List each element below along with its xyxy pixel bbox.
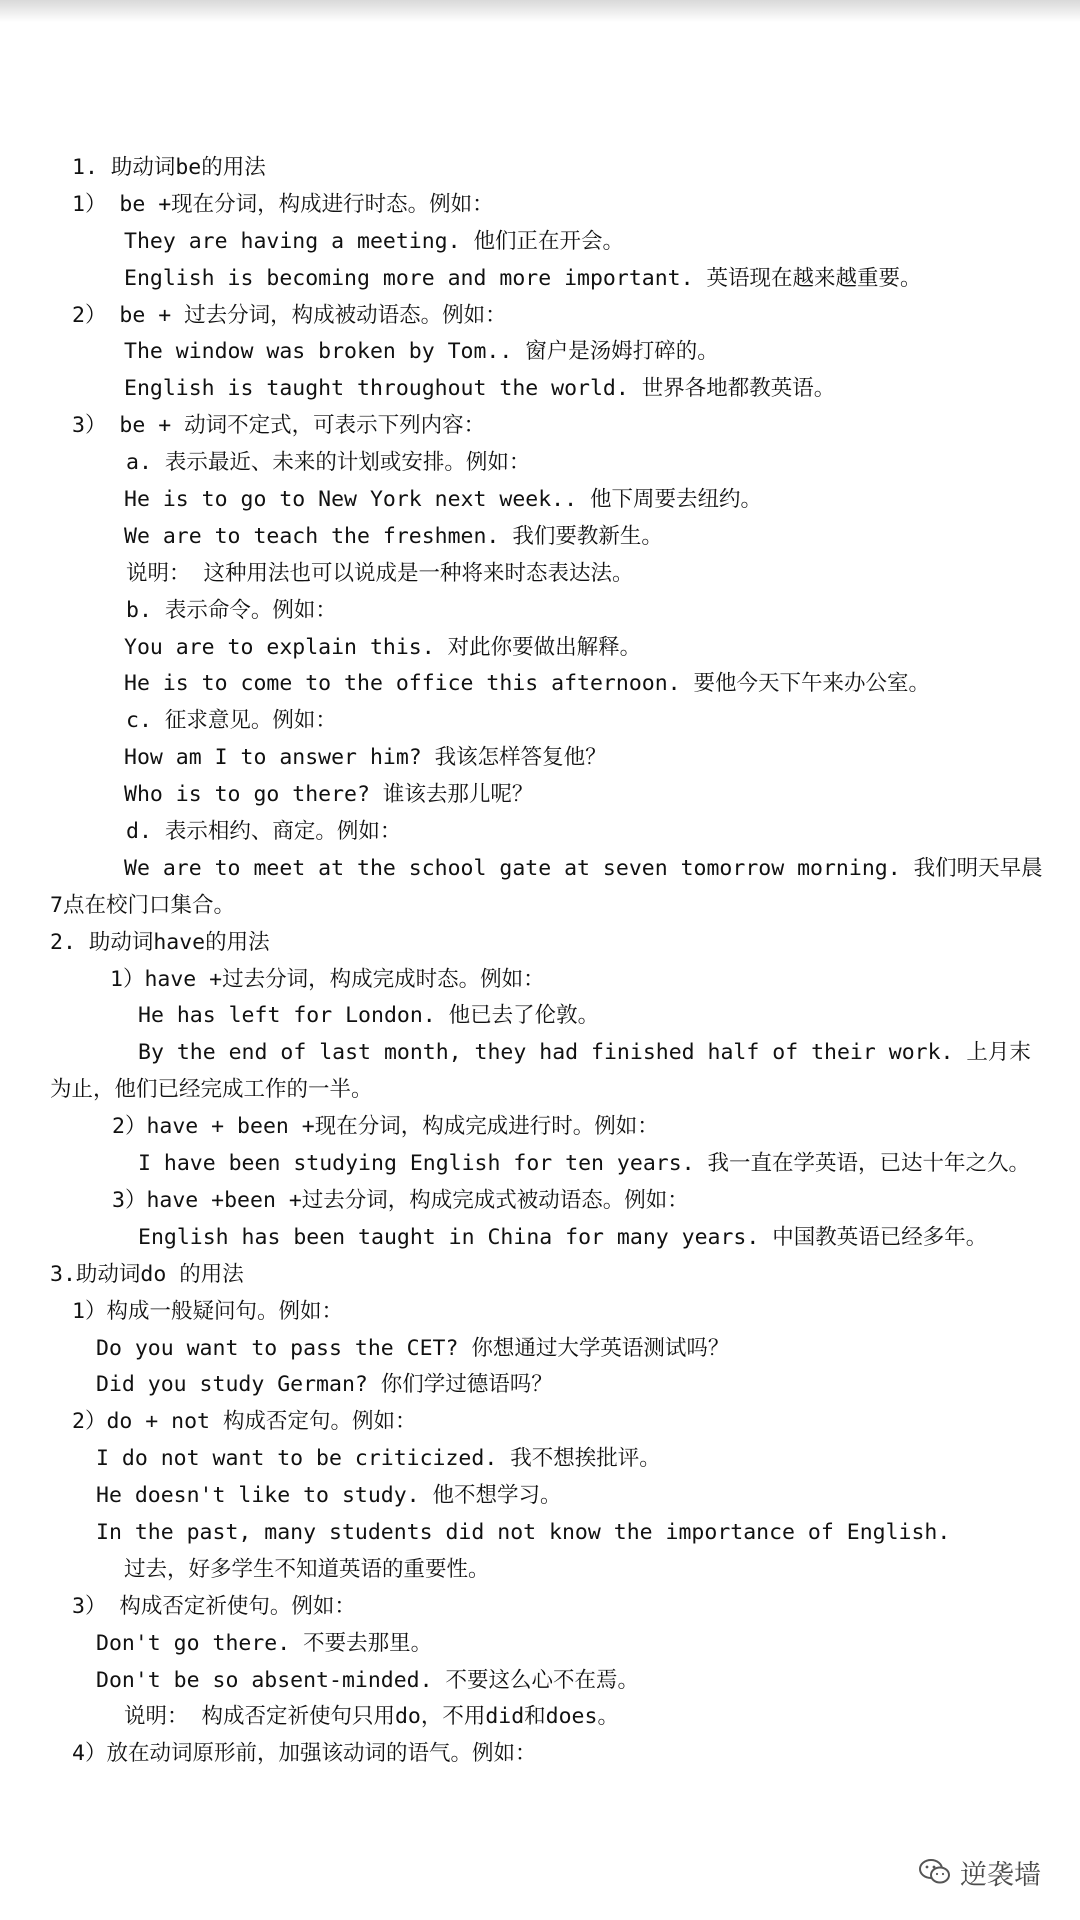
text-line: He is to come to the office this afternoon. 要他今天下午来办公室。 bbox=[124, 671, 931, 697]
text-line: He is to go to New York next week.. 他下周要去纽约。 bbox=[124, 487, 762, 513]
text-line: c. 征求意见。例如： bbox=[126, 708, 337, 734]
text-line: 1. 助动词be的用法 bbox=[72, 155, 266, 180]
page-top-shadow bbox=[0, 0, 1080, 22]
text-line: 过去，好多学生不知道英语的重要性。 bbox=[124, 1556, 490, 1582]
text-line: We are to meet at the school gate at seven tomorrow morning. 我们明天早晨 bbox=[124, 855, 1043, 881]
document-page bbox=[0, 150, 1080, 1773]
text-line: By the end of last month, they had finished half of their work. 上月末 bbox=[138, 1040, 1031, 1066]
text-line: He doesn't like to study. 他不想学习。 bbox=[96, 1483, 562, 1509]
text-line: 说明： 构成否定祈使句只用do，不用did和does。 bbox=[124, 1704, 619, 1730]
text-line: 1） be +现在分词，构成进行时态。例如： bbox=[72, 191, 494, 217]
watermark-text: 逆袭墙 bbox=[960, 1859, 1041, 1891]
text-line: 1）构成一般疑问句。例如： bbox=[72, 1298, 343, 1324]
text-line: 4）放在动词原形前，加强该动词的语气。例如： bbox=[72, 1741, 537, 1767]
text-line: I have been studying English for ten years. 我一直在学英语，已达十年之久。 bbox=[138, 1151, 1031, 1177]
text-line: You are to explain this. 对此你要做出解释。 bbox=[124, 634, 642, 660]
text-line: 2）have + been +现在分词，构成完成进行时。例如： bbox=[112, 1114, 659, 1140]
text-line: b. 表示命令。例如： bbox=[126, 597, 337, 623]
wechat-icon bbox=[918, 1857, 952, 1887]
text-line: How am I to answer him? 我该怎样答复他？ bbox=[124, 745, 607, 771]
text-line: 2. 助动词have的用法 bbox=[50, 929, 270, 955]
text-line: Don't go there. 不要去那里。 bbox=[96, 1630, 433, 1656]
text-line: a. 表示最近、未来的计划或安排。例如： bbox=[126, 450, 531, 476]
text-line: 1）have +过去分词，构成完成时态。例如： bbox=[110, 966, 545, 992]
text-line: I do not want to be criticized. 我不想挨批评。 bbox=[96, 1446, 661, 1472]
text-line: English is becoming more and more important. 英语现在越来越重要。 bbox=[124, 265, 922, 291]
text-line: Do you want to pass the CET? 你想通过大学英语测试吗？ bbox=[96, 1335, 730, 1361]
text-line: English is taught throughout the world. 世界各地都教英语。 bbox=[124, 376, 836, 402]
text-line: 7点在校门口集合。 bbox=[50, 892, 235, 918]
watermark bbox=[918, 1852, 1041, 1892]
text-line: The window was broken by Tom.. 窗户是汤姆打碎的。 bbox=[124, 339, 719, 365]
text-line: Who is to go there? 谁该去那儿呢？ bbox=[124, 782, 534, 808]
text-line: We are to teach the freshmen. 我们要教新生。 bbox=[124, 523, 663, 549]
text-line: English has been taught in China for many years. 中国教英语已经多年。 bbox=[138, 1224, 988, 1250]
text-line: 2） be + 过去分词，构成被动语态。例如： bbox=[72, 302, 507, 328]
text-line: 为止，他们已经完成工作的一半。 bbox=[50, 1077, 373, 1103]
text-line: Don't be so absent-minded. 不要这么心不在焉。 bbox=[96, 1667, 639, 1693]
text-line: d. 表示相约、商定。例如： bbox=[126, 819, 402, 845]
text-line: He has left for London. 他已去了伦敦。 bbox=[138, 1003, 600, 1029]
text-line: 3） 构成否定祈使句。例如： bbox=[72, 1593, 356, 1619]
text-line: 3） be + 动词不定式，可表示下列内容： bbox=[72, 413, 486, 439]
text-line: 3.助动词do 的用法 bbox=[50, 1261, 244, 1287]
text-line: 说明： 这种用法也可以说成是一种将来时态表达法。 bbox=[126, 560, 634, 586]
text-line: 3）have +been +过去分词，构成完成式被动语态。例如： bbox=[112, 1187, 689, 1213]
text-line: 2）do + not 构成否定句。例如： bbox=[72, 1409, 417, 1435]
text-line: Did you study German? 你们学过德语吗？ bbox=[96, 1372, 553, 1398]
text-line: They are having a meeting. 他们正在开会。 bbox=[124, 228, 624, 254]
text-line: In the past, many students did not know the importance of English. bbox=[96, 1519, 951, 1545]
